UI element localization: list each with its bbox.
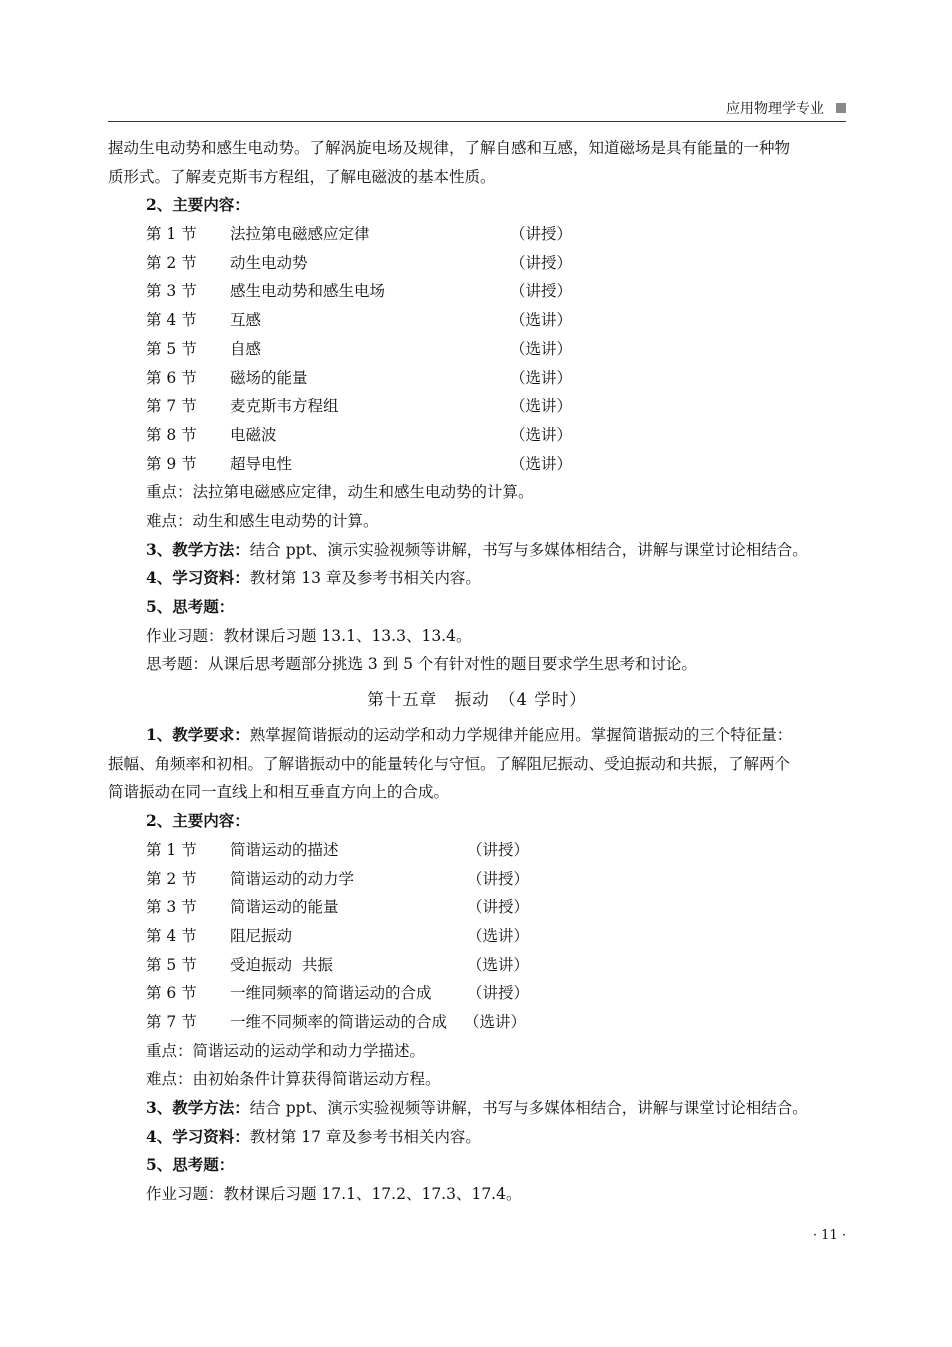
section-number: 第 1 节 [146, 840, 197, 859]
ch15-section-row [108, 979, 846, 1008]
ch15-section-row [108, 951, 846, 980]
section-type: （选讲） [510, 311, 573, 330]
section-type: （选讲） [464, 1012, 527, 1031]
section-type: （选讲） [510, 368, 573, 387]
section-title: 感生电动势和感生电场 [230, 282, 386, 301]
section-number: 第 7 节 [146, 397, 197, 416]
section-title: 一维不同频率的简谐运动的合成 [230, 1012, 448, 1031]
section-number: 第 6 节 [146, 984, 197, 1003]
ch14-content-heading: 2、主要内容： [146, 195, 250, 215]
section-type: （讲授） [510, 225, 573, 244]
section-type: （选讲） [510, 425, 573, 444]
section-number: 第 4 节 [146, 926, 197, 945]
ch15-difficulty: 难点：由初始条件计算获得简谐运动方程。 [146, 1070, 441, 1089]
section-title: 简谐运动的能量 [230, 898, 339, 917]
ch14-section-row [108, 335, 846, 364]
ch15-homework: 作业习题：教材课后习题 17.1、17.2、17.3、17.4。 [146, 1185, 522, 1204]
requirements-text: 熟掌握简谐振动的运动学和动力学规律并能应用。掌握简谐振动的三个特征量： [249, 726, 793, 745]
ch14-section-row [108, 364, 846, 393]
section-type: （讲授） [467, 840, 530, 859]
ch15-section-row [108, 865, 846, 894]
section-number: 第 8 节 [146, 425, 197, 444]
materials-text: 教材第 17 章及参考书相关内容。 [249, 1127, 481, 1146]
ch15-section-row [108, 1008, 846, 1037]
ch14-section-row [108, 277, 846, 306]
ch15-materials [108, 1123, 846, 1152]
section-title: 法拉第电磁感应定律 [230, 225, 370, 244]
section-title: 一维同频率的简谐运动的合成 [230, 984, 432, 1003]
section-number: 第 4 节 [146, 311, 197, 330]
ch14-section-row [108, 220, 846, 249]
section-number: 第 2 节 [146, 253, 197, 272]
ch14-thinking: 思考题：从课后思考题部分挑选 3 到 5 个有针对性的题目要求学生思考和讨论。 [146, 655, 697, 674]
ch15-section-row [108, 893, 846, 922]
section-type: （讲授） [467, 898, 530, 917]
section-number: 第 2 节 [146, 869, 197, 888]
section-title: 受迫振动 共振 [230, 955, 333, 974]
ch15-title: 第十五章 振动 （4 学时） [367, 690, 587, 710]
ch14-section-row [108, 421, 846, 450]
section-number: 第 3 节 [146, 282, 197, 301]
section-title: 超导电性 [230, 454, 293, 473]
section-type: （选讲） [467, 926, 530, 945]
header-rule [108, 121, 846, 122]
ch15-section-row [108, 836, 846, 865]
section-title: 电磁波 [230, 425, 277, 444]
section-number: 第 5 节 [146, 955, 197, 974]
ch14-key-point: 重点：法拉第电磁感应定律，动生和感生电动势的计算。 [146, 483, 534, 502]
ch15-teaching-method [108, 1094, 846, 1123]
section-number: 第 1 节 [146, 225, 197, 244]
section-number: 第 5 节 [146, 339, 197, 358]
ch14-section-row [108, 392, 846, 421]
section-type: （选讲） [467, 955, 530, 974]
ch15-section-row [108, 922, 846, 951]
method-text: 结合 ppt、演示实验视频等讲解，书写与多媒体相结合，讲解与课堂讨论相结合。 [249, 540, 808, 559]
section-title: 麦克斯韦方程组 [230, 397, 339, 416]
section-title: 自感 [230, 339, 262, 358]
ch14-intro-line-1: 握动生电动势和感生电动势。了解涡旋电场及规律，了解自感和互感，知道磁场是具有能量的一种物 [108, 139, 791, 157]
section-title: 简谐运动的动力学 [230, 869, 355, 888]
section-number: 第 9 节 [146, 454, 197, 473]
materials-label: 4、学习资料： [146, 1126, 250, 1146]
ch14-intro-line-2: 质形式。了解麦克斯韦方程组，了解电磁波的基本性质。 [108, 167, 496, 186]
square-icon [836, 103, 846, 113]
section-title: 磁场的能量 [230, 368, 308, 387]
ch14-materials [108, 564, 846, 593]
section-title: 阻尼振动 [230, 926, 293, 945]
section-type: （选讲） [510, 397, 573, 416]
section-number: 第 7 节 [146, 1012, 197, 1031]
section-type: （选讲） [510, 454, 573, 473]
ch14-difficulty: 难点：动生和感生电动势的计算。 [146, 511, 379, 530]
section-number: 第 6 节 [146, 368, 197, 387]
materials-label: 4、学习资料： [146, 568, 250, 588]
ch14-homework: 作业习题：教材课后习题 13.1、13.3、13.4。 [146, 626, 472, 645]
ch15-requirements-line-1 [108, 721, 846, 750]
ch15-key-point: 重点：简谐运动的运动学和动力学描述。 [146, 1041, 426, 1060]
section-number: 第 3 节 [146, 898, 197, 917]
section-type: （讲授） [467, 984, 530, 1003]
ch15-requirements-line-3: 简谐振动在同一直线上和相互垂直方向上的合成。 [108, 783, 450, 802]
ch15-requirements-line-2: 振幅、角频率和初相。了解谐振动中的能量转化与守恒。了解阻尼振动、受迫振动和共振，了解两个 [108, 754, 791, 773]
method-label: 3、教学方法： [146, 539, 250, 559]
ch14-questions-heading: 5、思考题： [146, 597, 235, 616]
section-title: 动生电动势 [230, 253, 308, 272]
ch14-section-row [108, 249, 846, 278]
section-type: （选讲） [510, 339, 573, 358]
running-header [108, 100, 846, 118]
ch14-section-row [108, 306, 846, 335]
method-label: 3、教学方法： [146, 1098, 250, 1117]
section-title: 互感 [230, 311, 262, 330]
ch14-section-row [108, 450, 846, 479]
page-number: · 11 · [812, 1228, 846, 1243]
method-text: 结合 ppt、演示实验视频等讲解，书写与多媒体相结合，讲解与课堂讨论相结合。 [249, 1099, 808, 1117]
section-type: （讲授） [510, 282, 573, 301]
requirements-label: 1、教学要求： [146, 725, 250, 745]
ch14-teaching-method [108, 536, 846, 565]
header-title: 应用物理学专业 [726, 101, 824, 117]
ch15-content-heading: 2、主要内容： [146, 811, 250, 831]
ch15-questions-heading: 5、思考题： [146, 1155, 235, 1175]
section-type: （讲授） [467, 869, 530, 888]
section-type: （讲授） [510, 253, 573, 272]
materials-text: 教材第 13 章及参考书相关内容。 [249, 569, 481, 588]
section-title: 简谐运动的描述 [230, 840, 339, 859]
page-content [108, 134, 846, 1209]
